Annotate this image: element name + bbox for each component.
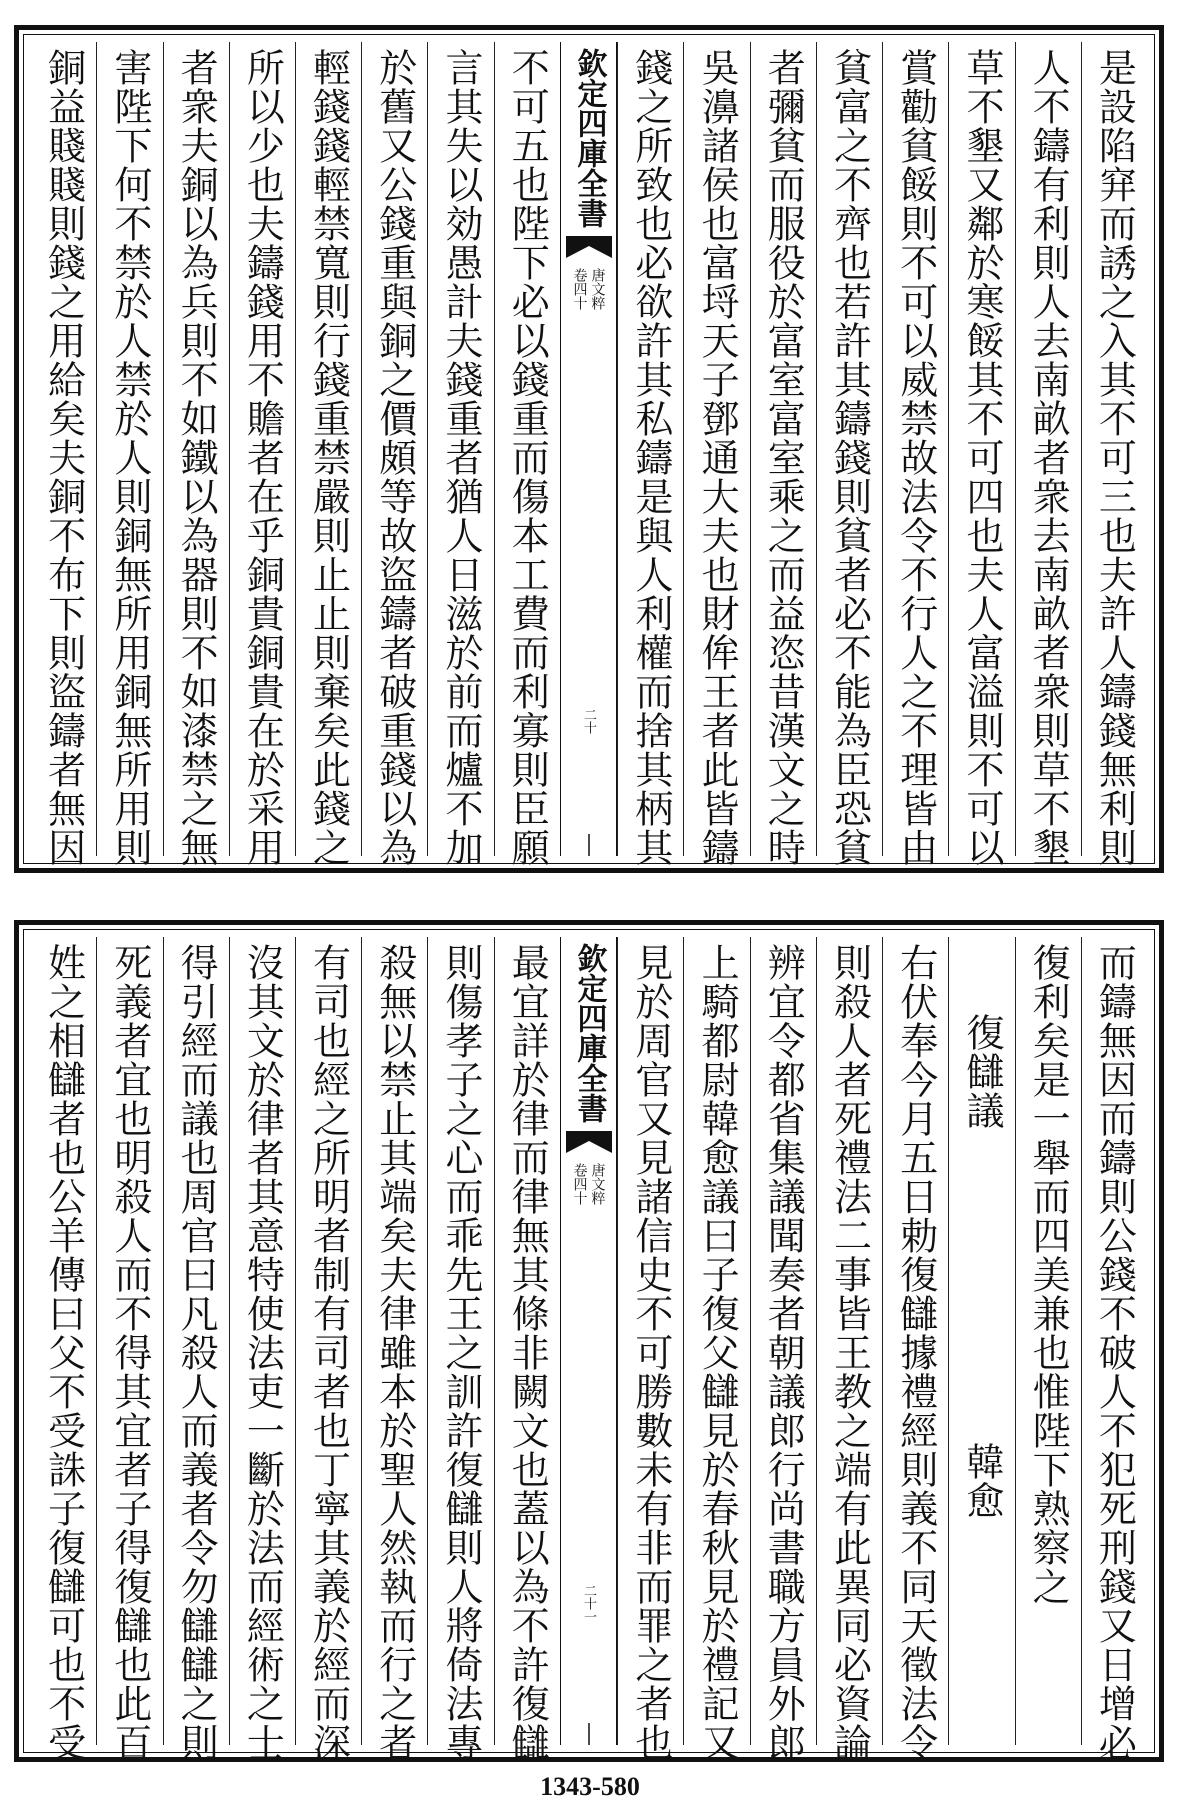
collection-title: 欽定四庫全書 bbox=[571, 943, 607, 1123]
text-line: 輕錢錢輕禁寬則行錢重禁嚴則止止則棄矣此錢之 bbox=[306, 48, 351, 867]
text-column bbox=[96, 937, 162, 1762]
bottom-page-frame bbox=[14, 920, 1164, 1762]
page-number: 1343-580 bbox=[540, 1772, 640, 1801]
text-line: 賞勸貧餒則不可以威禁故法令不行人之不理皆由 bbox=[893, 48, 938, 867]
text-line: 言其失以効愚計夫錢重者猶人日滋於前而爐不加 bbox=[438, 48, 483, 867]
bottom-text-columns bbox=[31, 937, 1147, 1762]
text-line: 辨宜令都省集議聞奏者朝議郎行尚書職方員外郎 bbox=[761, 943, 806, 1762]
text-line: 草不墾又鄰於寒餒其不可四也夫人富溢則不可以 bbox=[959, 48, 1004, 867]
text-column bbox=[427, 42, 493, 867]
text-line: 貧富之不齊也若許其鑄錢則貧者必不能為臣恐貧 bbox=[827, 48, 872, 867]
text-column bbox=[427, 937, 493, 1762]
text-column bbox=[948, 937, 1014, 1745]
text-line: 銅益賤賤則錢之用給矣夫銅不布下則盜鑄者無因 bbox=[41, 48, 86, 867]
text-column bbox=[683, 937, 749, 1762]
collection-title: 欽定四庫全書 bbox=[571, 48, 607, 228]
text-column bbox=[617, 937, 683, 1762]
text-line: 上騎都尉韓愈議曰子復父讎見於春秋見於禮記又 bbox=[695, 943, 740, 1762]
text-line: 見於周官又見諸信史不可勝數未有非而罪之者也 bbox=[628, 943, 673, 1762]
text-line: 是設陷穽而誘之入其不可三也夫許人鑄錢無利則 bbox=[1092, 48, 1137, 867]
text-line: 則殺人者死禮法二事皆王教之端有此異同必資論 bbox=[827, 943, 872, 1762]
text-column bbox=[1081, 42, 1147, 867]
text-line: 於舊又公錢重與銅之價頗等故盜鑄者破重錢以為 bbox=[372, 48, 417, 867]
folio-number: 二十 bbox=[581, 708, 597, 734]
text-column bbox=[948, 42, 1014, 867]
text-column bbox=[882, 937, 948, 1762]
text-column bbox=[1015, 42, 1081, 867]
text-column bbox=[31, 937, 96, 1762]
text-column bbox=[1015, 937, 1081, 1745]
text-line: 人不鑄有利則人去南畝者衆去南畝者衆則草不墾 bbox=[1026, 48, 1071, 867]
text-line: 姓之相讎者也公羊傳曰父不受誅子復讎可也不受 bbox=[41, 943, 86, 1762]
text-line: 復利矣是一舉而四美兼也惟陛下熟察之 bbox=[1026, 943, 1071, 1606]
book-title: 唐文粹 bbox=[589, 1163, 606, 1205]
text-line: 吳濞諸侯也富埒天子鄧通大夫也財侔王者此皆鑄 bbox=[695, 48, 740, 867]
text-line: 得引經而議也周官曰凡殺人而義者令勿讎讎之則 bbox=[174, 943, 219, 1762]
text-line: 沒其文於律者其意特使法吏一斷於法而經術之士 bbox=[240, 943, 285, 1762]
fish-tail-mark-bottom-icon bbox=[566, 834, 612, 856]
text-column bbox=[31, 42, 96, 867]
fish-tail-mark-bottom-icon bbox=[566, 1723, 612, 1745]
text-line: 殺無以禁止其端矣夫律雖本於聖人然執而行之者 bbox=[372, 943, 417, 1762]
volume-label: 卷四十 bbox=[571, 268, 588, 310]
text-column bbox=[229, 42, 295, 867]
text-column bbox=[229, 937, 295, 1762]
text-column bbox=[295, 937, 361, 1762]
text-column bbox=[750, 42, 816, 867]
text-column bbox=[361, 937, 427, 1762]
text-column bbox=[163, 42, 229, 867]
text-line: 最宜詳於律而律無其條非闕文也蓋以為不許復讎 bbox=[505, 943, 550, 1762]
book-title: 唐文粹 bbox=[589, 268, 606, 310]
volume-label: 卷四十 bbox=[571, 1163, 588, 1205]
section-title: 復讎議 韓愈 bbox=[959, 1013, 1004, 1520]
text-column bbox=[295, 42, 361, 867]
text-column bbox=[750, 937, 816, 1762]
text-line: 右伏奉今月五日勅復讎據禮經則義不同天徵法令 bbox=[893, 943, 938, 1762]
text-line: 有司也經之所明者制有司者也丁寧其義於經而深 bbox=[306, 943, 351, 1762]
text-column bbox=[96, 42, 162, 867]
fish-tail-mark-icon bbox=[566, 236, 612, 258]
text-line: 者彌貧而服役於富室富室乘之而益恣昔漢文之時 bbox=[761, 48, 806, 867]
folio-number: 二十一 bbox=[581, 1584, 597, 1623]
text-line: 死義者宜也明殺人而不得其宜者子得復讎也此百 bbox=[107, 943, 152, 1762]
text-column bbox=[816, 937, 882, 1762]
text-column bbox=[816, 42, 882, 867]
text-column bbox=[882, 42, 948, 867]
text-line: 不可五也陛下必以錢重而傷本工費而利寡則臣願 bbox=[505, 48, 550, 867]
top-text-columns bbox=[31, 42, 1147, 867]
center-fold-column bbox=[560, 42, 617, 856]
text-column bbox=[163, 937, 229, 1762]
fish-tail-mark-icon bbox=[566, 1131, 612, 1153]
top-page-frame bbox=[14, 25, 1164, 873]
center-fold-column bbox=[560, 937, 617, 1745]
text-line: 錢之所致也必欲許其私鑄是與人利權而捨其柄其 bbox=[628, 48, 673, 867]
text-line: 害陛下何不禁於人禁於人則銅無所用銅無所用則 bbox=[107, 48, 152, 867]
text-column bbox=[617, 42, 683, 867]
text-column bbox=[494, 42, 560, 867]
text-column bbox=[494, 937, 560, 1762]
text-column bbox=[683, 42, 749, 867]
text-column bbox=[1081, 937, 1147, 1762]
text-line: 則傷孝子之心而乖先王之訓許復讎則人將倚法專 bbox=[438, 943, 483, 1762]
text-line: 而鑄無因而鑄則公錢不破人不犯死刑錢又日增必 bbox=[1092, 943, 1137, 1762]
text-line: 所以少也夫鑄錢用不贍者在乎銅貴銅貴在於采用 bbox=[240, 48, 285, 867]
text-column bbox=[361, 42, 427, 867]
text-line: 者衆夫銅以為兵則不如鐵以為器則不如漆禁之無 bbox=[174, 48, 219, 867]
